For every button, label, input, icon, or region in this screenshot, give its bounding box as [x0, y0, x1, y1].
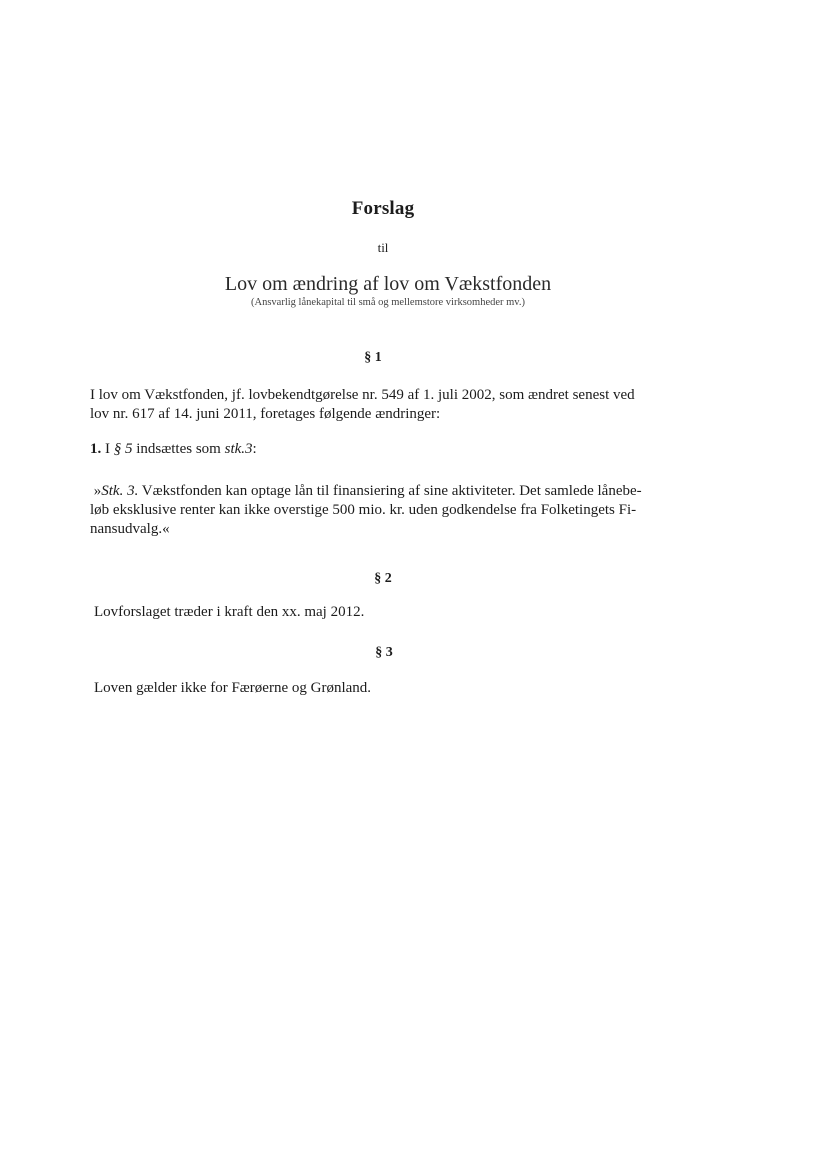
amendment-item-number: 1. [90, 441, 102, 457]
quote-open: » [93, 483, 102, 499]
section-1-intro-line-1: I lov om Vækstfonden, jf. lovbekendtgørelse nr. 549 af 1. juli 2002, som ændret senest ved [90, 387, 635, 403]
amendment-quote [90, 482, 642, 539]
quote-line-1-rest: Vækstfonden kan optage lån til finansiering af sine aktiviteter. Det samlede lånebe- [138, 483, 642, 499]
section-1-intro-line-2: lov nr. 617 af 14. juni 2011, foretages følgende ændringer: [90, 406, 441, 422]
section-3-text: Loven gælder ikke for Færøerne og Grønland. [94, 680, 372, 696]
law-title: Lov om ændring af lov om Vækstfonden [224, 273, 552, 295]
til-text: til [377, 240, 389, 255]
section-1-intro [90, 386, 635, 424]
amendment-quote-line-1 [90, 482, 642, 501]
quote-stk: Stk. 3. [101, 483, 139, 499]
amendment-item [90, 440, 257, 459]
section-2-heading: § 2 [374, 571, 392, 586]
law-subtitle: (Ansvarlig lånekapital til små og mellemstore virksomheder mv.) [251, 297, 525, 308]
amendment-item-stk: stk.3 [224, 441, 253, 457]
amendment-item-colon: : [252, 441, 257, 457]
section-1-heading: § 1 [364, 350, 382, 365]
amendment-item-mid: indsættes som [132, 441, 225, 457]
amendment-quote-line-2: løb eksklusive renter kan ikke overstige 500 mio. kr. uden godkendelse fra Folketingets Fi- [90, 502, 637, 518]
amendment-item-pre: I [101, 441, 114, 457]
amendment-quote-line-3: nansudvalg.« [90, 521, 170, 537]
section-2-text: Lovforslaget træder i kraft den xx. maj 2012. [94, 604, 365, 620]
section-3-heading: § 3 [375, 645, 393, 660]
amendment-item-ref: § 5 [113, 441, 133, 457]
document-heading: Forslag [351, 198, 415, 219]
